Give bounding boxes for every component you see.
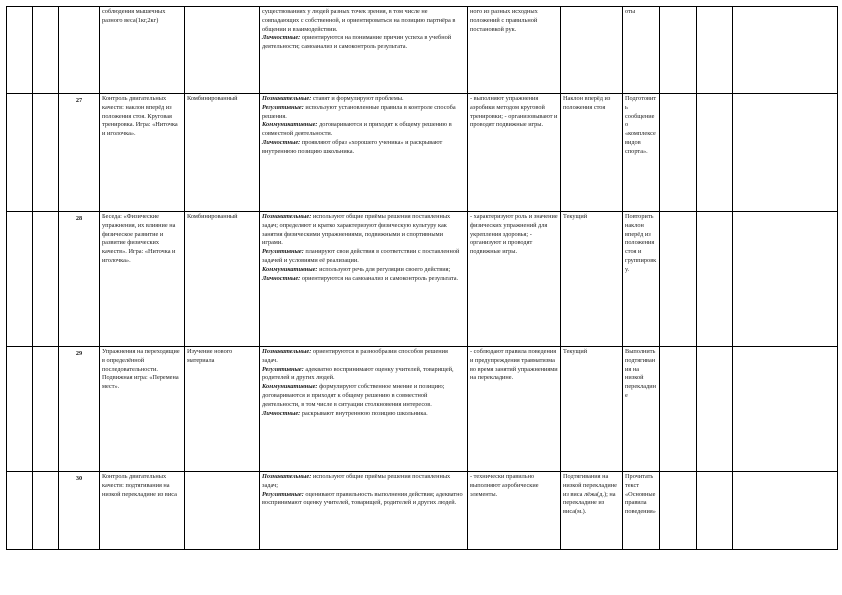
uud-entry bbox=[262, 366, 465, 384]
lesson-topic: Упражнения на переходящие в определённой последовательности. Подвижная игра: «Перемена мест». bbox=[100, 347, 185, 472]
uud-label: Познавательные: bbox=[262, 473, 312, 480]
uud-text: договариваются и приходят к общему решению в совместной деятельности. bbox=[262, 121, 452, 138]
uud-text: существованиях у людей разных точек зрения, в том числе не совпадающих с собственной, и ориентироваться на позицию партнёра в общении и взаимодействии. bbox=[262, 8, 456, 33]
empty-cell bbox=[697, 94, 733, 212]
lesson-topic: соблюдения мышечных разного веса(1кг,2кг) bbox=[100, 7, 185, 94]
table-row bbox=[7, 7, 838, 94]
empty-cell bbox=[33, 7, 59, 94]
uud-label: Личностные: bbox=[262, 138, 301, 146]
uud-entry bbox=[262, 213, 465, 248]
uud-label: Личностные: bbox=[262, 409, 301, 417]
uud-entry bbox=[262, 410, 465, 419]
lesson-type bbox=[185, 7, 260, 94]
uud-cell bbox=[260, 7, 468, 94]
empty-cell bbox=[660, 212, 697, 347]
uud-label: Регулятивные: bbox=[262, 365, 304, 373]
table-row bbox=[7, 347, 838, 472]
empty-cell bbox=[7, 212, 33, 347]
empty-cell bbox=[7, 347, 33, 472]
empty-cell bbox=[733, 347, 838, 472]
lesson-type bbox=[185, 472, 260, 550]
uud-text: ориентируются на понимание причин успеха в учебной деятельности; самоанализ и самоконтроль результата. bbox=[262, 34, 452, 51]
uud-label: Личностные: bbox=[262, 274, 301, 282]
control-type bbox=[561, 7, 623, 94]
uud-label: Регулятивные: bbox=[262, 248, 304, 256]
empty-cell bbox=[660, 94, 697, 212]
empty-cell bbox=[733, 212, 838, 347]
lesson-number-cell bbox=[59, 7, 100, 94]
empty-cell bbox=[33, 472, 59, 550]
uud-entry bbox=[262, 95, 465, 104]
student-activity: - технически правильно выполняют аэробические элементы. bbox=[468, 472, 561, 550]
uud-entry bbox=[262, 34, 465, 52]
uud-cell bbox=[260, 212, 468, 347]
uud-entry bbox=[262, 8, 465, 34]
empty-cell bbox=[697, 472, 733, 550]
uud-cell bbox=[260, 472, 468, 550]
homework: Прочитать текст «Основные правила поведения» bbox=[623, 472, 660, 550]
uud-entry bbox=[262, 275, 465, 284]
control-type: Текущий bbox=[561, 212, 623, 347]
lesson-topic: Беседа: «Физические упражнения, их влияние на физическое развитие и развитие физических качеств». Игра: «Ниточка и иголочка». bbox=[100, 212, 185, 347]
lesson-number: 27 bbox=[75, 97, 83, 104]
student-activity: - соблюдают правила поведения и предупреждения травматизма во время занятий упражнениями на перекладине. bbox=[468, 347, 561, 472]
empty-cell bbox=[697, 7, 733, 94]
uud-label: Познавательные: bbox=[262, 95, 312, 102]
uud-text: планируют свои действия в соответствии с поставленной задачей и условиями её реализации. bbox=[262, 248, 460, 264]
uud-label: Коммуникативные: bbox=[262, 265, 318, 273]
lesson-type: Комбинированный bbox=[185, 94, 260, 212]
lesson-number-cell bbox=[59, 94, 100, 212]
uud-entry bbox=[262, 104, 465, 122]
empty-cell bbox=[660, 472, 697, 550]
lesson-type: Комбинированный bbox=[185, 212, 260, 347]
uud-label: Регулятивные: bbox=[262, 490, 304, 498]
uud-cell bbox=[260, 347, 468, 472]
uud-text: ориентируются в разнообразии способов решения задач. bbox=[262, 348, 448, 364]
empty-cell bbox=[660, 347, 697, 472]
uud-text: используют установленные правила в контроле способа решения. bbox=[262, 103, 456, 120]
uud-text: раскрывают внутреннюю позицию школьника. bbox=[301, 409, 428, 417]
lesson-number-cell bbox=[59, 347, 100, 472]
empty-cell bbox=[7, 472, 33, 550]
lesson-number-cell bbox=[59, 472, 100, 550]
table-row bbox=[7, 94, 838, 212]
uud-entry bbox=[262, 248, 465, 266]
lesson-type: Изучение нового материала bbox=[185, 347, 260, 472]
uud-entry bbox=[262, 121, 465, 139]
lesson-number-cell bbox=[59, 212, 100, 347]
control-type: Текущий bbox=[561, 347, 623, 472]
uud-entry bbox=[262, 383, 465, 409]
uud-text: ставят и формулируют проблемы. bbox=[312, 95, 404, 102]
lesson-number: 29 bbox=[75, 350, 83, 357]
empty-cell bbox=[697, 212, 733, 347]
control-type: Подтягивания на низкой перекладине из виса лёжа(д.); на перекладине из виса(м.). bbox=[561, 472, 623, 550]
homework: Выполнить подтягивания на низкой перекладине bbox=[623, 347, 660, 472]
homework: оты bbox=[623, 7, 660, 94]
uud-entry bbox=[262, 266, 465, 275]
uud-cell bbox=[260, 94, 468, 212]
uud-entry bbox=[262, 473, 465, 491]
uud-text: адекватно воспринимают оценку учителей, товарищей, родителей и других людей. bbox=[262, 365, 454, 382]
uud-label: Познавательные: bbox=[262, 348, 312, 355]
empty-cell bbox=[33, 212, 59, 347]
lesson-plan-table bbox=[6, 6, 838, 550]
homework: Подготовить сообщение о «комплексе видов спорта». bbox=[623, 94, 660, 212]
empty-cell bbox=[33, 94, 59, 212]
student-activity: - характеризуют роль и значение физических упражнений для укрепления здоровья; - организуют и проводят подвижные игры. bbox=[468, 212, 561, 347]
uud-label: Коммуникативные: bbox=[262, 383, 318, 391]
empty-cell bbox=[33, 347, 59, 472]
uud-text: оценивают правильность выполнения действия; адекватно воспринимают оценку учителей, товарищей, родителей и других людей. bbox=[262, 490, 463, 507]
uud-text: формулируют собственное мнение и позицию; договариваются и приходят к общему решению в совместной деятельности, в том числе в ситуации столкновения интересов. bbox=[262, 383, 445, 408]
student-activity: - выполняют упражнения аэробики методом круговой тренировки; - организовывают и проводят подвижные игры. bbox=[468, 94, 561, 212]
uud-text: используют общие приёмы решения поставленных задач; определяют и кратко характеризуют физическую культуру как занятия физическими упражнениями, подвижными и спортивными играми. bbox=[262, 213, 451, 247]
uud-text: используют общие приёмы решения поставленных задач; bbox=[262, 473, 451, 489]
empty-cell bbox=[7, 94, 33, 212]
lesson-topic: Контроль двигательных качеств: наклон вперёд из положения стоя. Круговая тренировка. Игра: «Ниточка и иголочка». bbox=[100, 94, 185, 212]
table-row bbox=[7, 472, 838, 550]
empty-cell bbox=[660, 7, 697, 94]
student-activity: ного из разных исходных положений с правильной постановкой рук. bbox=[468, 7, 561, 94]
empty-cell bbox=[733, 94, 838, 212]
uud-text: проявляют образ «хорошего ученика» и раскрывают внутреннюю позицию школьника. bbox=[262, 138, 443, 155]
uud-entry bbox=[262, 348, 465, 366]
uud-entry bbox=[262, 139, 465, 157]
empty-cell bbox=[7, 7, 33, 94]
uud-label: Коммуникативные: bbox=[262, 121, 318, 129]
control-type: Наклон вперёд из положения стоя bbox=[561, 94, 623, 212]
uud-label: Личностные: bbox=[262, 34, 301, 42]
uud-label: Познавательные: bbox=[262, 213, 312, 220]
uud-text: используют речь для регуляции своего действия; bbox=[319, 265, 451, 273]
uud-text: ориентируются на самоанализ и самоконтроль результата. bbox=[301, 274, 459, 282]
lesson-number: 30 bbox=[75, 475, 83, 482]
empty-cell bbox=[733, 472, 838, 550]
lesson-number: 28 bbox=[75, 215, 83, 222]
table-row bbox=[7, 212, 838, 347]
empty-cell bbox=[733, 7, 838, 94]
uud-label: Регулятивные: bbox=[262, 103, 304, 111]
uud-entry bbox=[262, 491, 465, 509]
empty-cell bbox=[697, 347, 733, 472]
homework: Повторить наклон вперёд из положения стоя и группировку. bbox=[623, 212, 660, 347]
lesson-topic: Контроль двигательных качеств: подтягивания на низкой перекладине из виса bbox=[100, 472, 185, 550]
